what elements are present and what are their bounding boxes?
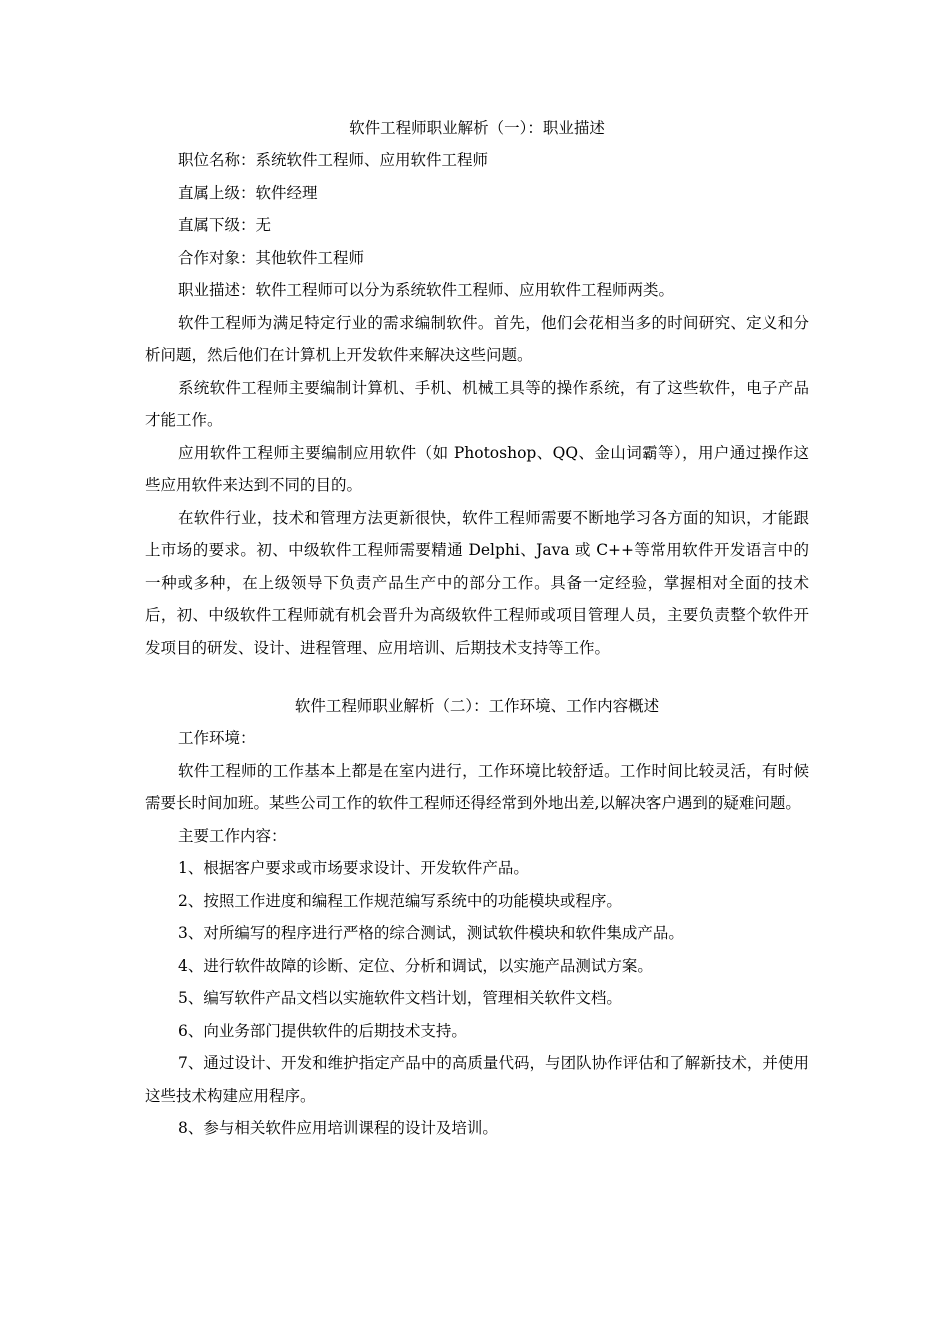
superior-line: 直属上级：软件经理 [178, 183, 318, 202]
list-item: 3、对所编写的程序进行严格的综合测试，测试软件模块和软件集成产品。 [178, 924, 684, 942]
paragraph: 在软件行业，技术和管理方法更新很快，软件工程师需要不断地学习各方面的知识，才能跟上市场的要求。初、中级软件工程师需要精通 Delphi、Java 或 C++等常用软件开发语言中的一种或多种，在上级领导下负责产品生产中的部分工作。具备一定经验，掌握相对全面的技术后，初、中级软件工程师就有机会晋升为高级软件工程师或项目管理人员，主要负责整个软件开发项目的研发、设计、进程管理、应用培训、后期技术支持等工作。 [145, 508, 809, 657]
document-page [145, 112, 809, 1145]
list-item: 1、根据客户要求或市场要求设计、开发软件产品。 [178, 859, 529, 877]
list-item: 7、通过设计、开发和维护指定产品中的高质量代码，与团队协作评估和了解新技术，并使用这些技术构建应用程序。 [145, 1054, 809, 1105]
list-item: 5、编写软件产品文档以实施软件文档计划，管理相关软件文档。 [178, 989, 622, 1007]
partners-line: 合作对象：其他软件工程师 [178, 248, 365, 267]
list-item: 2、按照工作进度和编程工作规范编写系统中的功能模块或程序。 [178, 891, 622, 910]
paragraph: 软件工程师为满足特定行业的需求编制软件。首先，他们会花相当多的时间研究、定义和分析问题，然后他们在计算机上开发软件来解决这些问题。 [145, 313, 809, 364]
section1-title: 软件工程师职业解析（一）：职业描述 [349, 119, 605, 137]
description-line: 职业描述：软件工程师可以分为系统软件工程师、应用软件工程师两类。 [178, 281, 675, 299]
work-heading: 主要工作内容： [178, 826, 287, 845]
list-item: 6、向业务部门提供软件的后期技术支持。 [178, 1021, 467, 1040]
subordinate-line: 直属下级：无 [178, 216, 272, 234]
section-gap [145, 664, 809, 690]
list-item: 4、进行软件故障的诊断、定位、分析和调试，以实施产品测试方案。 [178, 956, 653, 975]
job-name-line: 职位名称：系统软件工程师、应用软件工程师 [178, 151, 489, 169]
env-heading: 工作环境： [178, 729, 256, 747]
list-item: 8、参与相关软件应用培训课程的设计及培训。 [178, 1119, 498, 1137]
paragraph: 系统软件工程师主要编制计算机、手机、机械工具等的操作系统，有了这些软件，电子产品才能工作。 [145, 378, 809, 429]
section2-title: 软件工程师职业解析（二）：工作环境、工作内容概述 [294, 697, 660, 715]
env-paragraph: 软件工程师的工作基本上都是在室内进行，工作环境比较舒适。工作时间比较灵活，有时候需要长时间加班。某些公司工作的软件工程师还得经常到外地出差,以解决客户遇到的疑难问题。 [145, 761, 809, 812]
paragraph: 应用软件工程师主要编制应用软件（如 Photoshop、QQ、金山词霸等），用户通过操作这些应用软件来达到不同的目的。 [145, 443, 809, 494]
